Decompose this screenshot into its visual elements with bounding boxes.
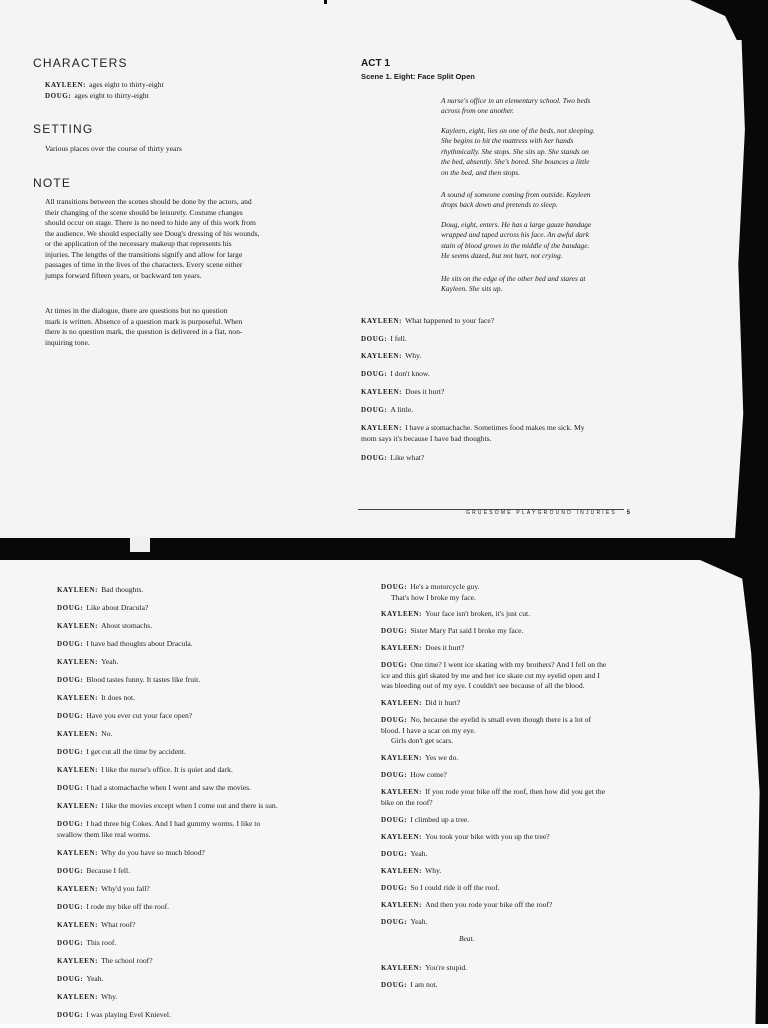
dialogue-line [381,917,606,928]
character-desc: ages eight to thirty-eight [89,80,164,89]
speaker-label: KAYLEEN: [57,884,99,893]
note-line: there is no question mark, the question is delivered in a flat, non- [45,327,243,336]
dialogue-line [381,787,606,808]
note-line: inquiring tone. [45,337,90,347]
dialogue-text: Why. [405,351,422,360]
dialogue-text: About stomachs. [101,621,153,630]
dialogue-text: Why. [101,991,118,1001]
direction-line: Doug, eight, enters. He has a large gauze bandage [441,220,592,229]
dialogue-line [57,902,278,913]
speaker-label: DOUG: [57,866,84,875]
dialogue-line [57,675,278,686]
dialogue-text: I get cut all the time by accident. [86,747,186,756]
speaker-label: KAYLEEN: [57,802,99,810]
dialogue-text: Like what? [390,453,425,462]
dialogue-line [57,801,278,812]
dialogue-text: A little. [390,405,414,414]
dialogue-text: I have bad thoughts about Dracula. [86,639,193,648]
dialogue-text: The school roof? [101,955,153,965]
character-desc: ages eight to thirty-eight [74,91,149,100]
direction-line: drops back down and pretends to sleep. [441,200,558,210]
dialogue-text: This roof. [86,937,117,947]
dialogue-line [361,369,430,380]
dialogue-text: What happened to your face? [405,316,495,325]
note-line: All transitions between the scenes should be done by the actors, and [45,197,252,206]
speaker-label: DOUG: [57,1010,84,1019]
dialogue-line [361,405,413,416]
speaker-label: KAYLEEN: [381,900,423,909]
dialogue-line [57,992,278,1003]
dialogue-line [381,832,606,843]
speaker-label: KAYLEEN: [381,788,423,796]
dialogue-line [361,453,424,464]
dialogue-text: If you rode your bike off the roof, then how did you get the [425,787,606,796]
dialogue-line [57,693,278,704]
character-line [45,91,149,102]
dialogue-line [381,900,606,911]
dialogue-line [57,783,278,794]
direction-line: Kayleen, eight, lies on one of the beds, not sleeping. [441,126,595,135]
direction-line: She begins to hit the mattress with her hands [441,136,574,146]
direction-line: stain of blood grows in the middle of the bandage. [441,240,590,250]
direction-line: A sound of someone coming from outside. Kayleen [441,190,591,199]
character-name: KAYLEEN: [45,81,87,89]
character-name: DOUG: [45,92,72,100]
dialogue-line [57,938,278,949]
dialogue-text: It does not. [101,693,136,702]
dialogue-text: No. [101,729,113,738]
speaker-label: DOUG: [57,784,84,792]
speaker-label: KAYLEEN: [57,920,99,929]
dialogue-line [57,711,278,722]
speaker-label: KAYLEEN: [381,754,423,762]
dialogue-line [57,639,278,650]
dialogue-text: How come? [410,770,447,779]
dialogue-continuation: ice and this girl skated by me and her ice skate cut my eyelid open and I [381,670,600,680]
dialogue-text: Yeah. [410,916,428,926]
direction-line: wrapped and taped across his face. An awful dark [441,230,590,240]
dialogue-line [381,715,606,747]
act-heading: ACT 1 [361,58,390,69]
dialogue-line [361,351,421,362]
speaker-label: DOUG: [57,974,84,983]
dialogue-line [381,849,606,860]
scan-edge-top-tick [324,0,327,4]
dialogue-line [57,621,278,632]
dialogue-text: Bad thoughts. [101,585,144,594]
dialogue-text: You took your bike with you up the tree? [425,831,550,841]
speaker-label: KAYLEEN: [57,956,99,965]
dialogue-line [57,974,278,985]
dialogue-line [381,980,606,991]
dialogue-text: Sister Mary Pat said I broke my face. [410,626,524,635]
speaker-label: DOUG: [361,370,388,378]
note-line: jumps forward fifteen years, or backward ten years. [45,270,202,280]
speaker-label: KAYLEEN: [57,848,99,857]
speaker-label: KAYLEEN: [361,424,403,432]
note-line: their changing of the scene should be leisurely. Costume changes [45,207,243,217]
note-paragraph-1 [45,197,305,281]
speaker-label: KAYLEEN: [57,730,99,738]
dialogue-continuation: mom says it's because I have bad thoughts. [361,433,492,443]
dialogue-text: Your face isn't broken, it's just cut. [425,609,531,618]
dialogue-text: He's a motorcycle guy. [410,582,480,591]
note-line: injuries. The lengths of the transitions signify and allow for large [45,249,243,259]
dialogue-text: I rode my bike off the roof. [86,901,170,911]
dialogue-text: What roof? [101,919,136,929]
direction-line: rhythmically. She stops. She sits up. She stands on [441,146,589,156]
dialogue-line [381,609,606,620]
dialogue-text: Yeah. [410,848,428,858]
dialogue-line [381,660,606,692]
dialogue-text: I don't know. [390,369,430,378]
running-footer [466,510,632,516]
dialogue-text: I am not. [410,979,438,989]
speaker-label: KAYLEEN: [381,610,423,618]
speaker-label: DOUG: [57,820,84,828]
direction-line: across from one another. [441,106,514,116]
dialogue-text: Does it hurt? [405,387,445,396]
dialogue-continuation: Girls don't get scars. [391,736,454,745]
dialogue-text: Why. [425,865,442,875]
dialogue-text: Yeah. [86,973,104,983]
dialogue-text: I like the nurse's office. It is quiet and dark. [101,765,233,774]
dialogue-line [381,963,606,974]
speaker-label: DOUG: [57,938,84,947]
dialogue-text: I fell. [390,334,407,343]
speaker-label: DOUG: [381,917,408,926]
stage-direction [441,126,595,178]
speaker-label: DOUG: [381,661,408,669]
speaker-label: KAYLEEN: [361,388,403,396]
speaker-label: KAYLEEN: [361,352,403,360]
speaker-label: KAYLEEN: [57,694,99,702]
dialogue-line [57,603,278,614]
dialogue-text: Have you ever cut your face open? [86,711,193,720]
dialogue-line [57,866,278,877]
speaker-label: KAYLEEN: [57,586,99,594]
dialogue-line [57,819,278,840]
direction-line: the bed, absently. She's bored. She bounces a little [441,157,590,167]
speaker-label: DOUG: [57,712,84,720]
bottom-left-column [57,585,278,1028]
dialogue-line [381,643,606,654]
dialogue-line [57,848,278,859]
dialogue-text: So I could ride it off the roof. [410,882,500,892]
dialogue-text: I like the movies except when I come out and there is sun. [101,801,278,810]
dialogue-text: I had three big Cokes. And I had gummy worms. I like to [86,819,261,828]
speaker-label: KAYLEEN: [57,622,99,630]
dialogue-text: Why'd you fall? [101,883,150,893]
dialogue-line [57,657,278,668]
direction-line: A nurse's office in an elementary school. Two beds [441,96,591,105]
dialogue-continuation: blood. I have a scar on my eye. [381,725,476,735]
direction-line: Kayleen. She sits up. [441,284,503,294]
note-line: At times in the dialogue, there are questions but no question [45,306,228,315]
dialogue-continuation: swallow them like real worms. [57,829,151,839]
speaker-label: DOUG: [361,406,388,414]
speaker-label: DOUG: [57,604,84,612]
note-line: or the application of the necessary makeup that represents his [45,239,232,248]
speaker-label: KAYLEEN: [57,766,99,774]
dialogue-line [57,956,278,967]
dialogue-line [57,729,278,740]
setting-heading: SETTING [33,122,94,136]
footer-title: GRUESOME PLAYGROUND INJURIES [466,510,617,516]
dialogue-line [57,884,278,895]
dialogue-continuation: bike on the roof? [381,797,433,807]
dialogue-text: Blood tastes funny. It tastes like fruit. [86,675,201,684]
dialogue-line [381,770,606,781]
note-line: should occur on stage. There is no need to hide any of this work from [45,218,256,227]
beat-direction: Beat. [459,933,475,943]
dialogue-line [57,747,278,758]
speaker-label: DOUG: [361,454,388,462]
dialogue-line [381,626,606,637]
dialogue-line [381,883,606,894]
note-line: the audience. We should especially see Doug's dressing of his wounds, [45,228,260,238]
speaker-label: DOUG: [57,902,84,911]
dialogue-line [361,316,494,327]
dialogue-line [57,920,278,931]
setting-text: Various places over the course of thirty years [45,144,182,153]
dialogue-continuation: That's how I broke my face. [391,592,476,602]
speaker-label: DOUG: [381,771,408,779]
stage-direction [441,96,590,117]
direction-line: on the bed, and then stops. [441,167,521,177]
speaker-label: DOUG: [57,676,84,684]
dialogue-text: Does it hurt? [425,643,465,652]
direction-line: He sits on the edge of the other bed and stares at [441,274,586,283]
bottom-right-column [381,582,606,997]
scene-heading: Scene 1. Eight: Face Split Open [361,72,475,81]
note-paragraph-2 [45,306,305,348]
dialogue-text: One time? I went ice skating with my brothers? And I fell on the [410,660,607,669]
scan-edge-left-tab [130,536,150,552]
dialogue-text: No, because the eyelid is small even though there is a lot of [410,715,592,724]
dialogue-text: Did it hurt? [425,698,461,707]
dialogue-text: I climbed up a tree. [410,814,470,824]
speaker-label: KAYLEEN: [381,866,423,875]
speaker-label: KAYLEEN: [381,699,423,707]
speaker-label: KAYLEEN: [381,963,423,972]
dialogue-text: Why do you have so much blood? [101,847,205,857]
dialogue-text: Because I fell. [86,865,130,875]
page-number: 5 [626,510,633,516]
scan-gap-band [0,538,768,560]
dialogue-text: I have a stomachache. Sometimes food makes me sick. My [405,423,585,432]
dialogue-text: Yes we do. [425,753,459,762]
speaker-label: DOUG: [57,640,84,648]
dialogue-text: And then you rode your bike off the roof? [425,899,553,909]
speaker-label: DOUG: [381,980,408,989]
dialogue-line [381,753,606,764]
note-line: passages of time in the lives of the characters. Every scene either [45,260,243,269]
speaker-label: DOUG: [381,815,408,824]
speaker-label: KAYLEEN: [361,317,403,325]
dialogue-text: I had a stomachache when I went and saw the movies. [86,783,252,792]
dialogue-text: You're stupid. [425,962,468,972]
dialogue-line [57,1010,278,1021]
characters-heading: CHARACTERS [33,56,128,70]
dialogue-line [381,698,606,709]
note-line: mark is written. Absence of a question mark is purposeful. When [45,316,243,326]
speaker-label: DOUG: [57,748,84,756]
speaker-label: KAYLEEN: [57,658,99,666]
stage-direction [441,190,590,211]
speaker-label: DOUG: [381,883,408,892]
dialogue-line [57,765,278,776]
dialogue-text: Like about Dracula? [86,603,149,612]
stage-direction [441,220,591,262]
stage-direction [441,274,585,295]
note-heading: NOTE [33,176,72,190]
dialogue-line [361,423,585,444]
speaker-label: KAYLEEN: [381,644,423,652]
dialogue-line [381,866,606,877]
speaker-label: KAYLEEN: [57,992,99,1001]
character-line [45,80,164,91]
dialogue-continuation: was bleeding out of my eye. I couldn't see because of all the blood. [381,681,585,690]
speaker-label: KAYLEEN: [381,832,423,841]
dialogue-text: I was playing Evel Knievel. [86,1009,171,1019]
speaker-label: DOUG: [381,627,408,635]
speaker-label: DOUG: [361,335,388,343]
dialogue-line [381,582,606,603]
dialogue-line [361,334,407,345]
dialogue-line [361,387,444,398]
dialogue-text: Yeah. [101,657,119,666]
direction-line: He seems dazed, but not hurt, not crying. [441,251,563,261]
dialogue-line [381,815,606,826]
speaker-label: DOUG: [381,583,408,591]
speaker-label: DOUG: [381,849,408,858]
dialogue-line [57,585,278,596]
speaker-label: DOUG: [381,716,408,724]
